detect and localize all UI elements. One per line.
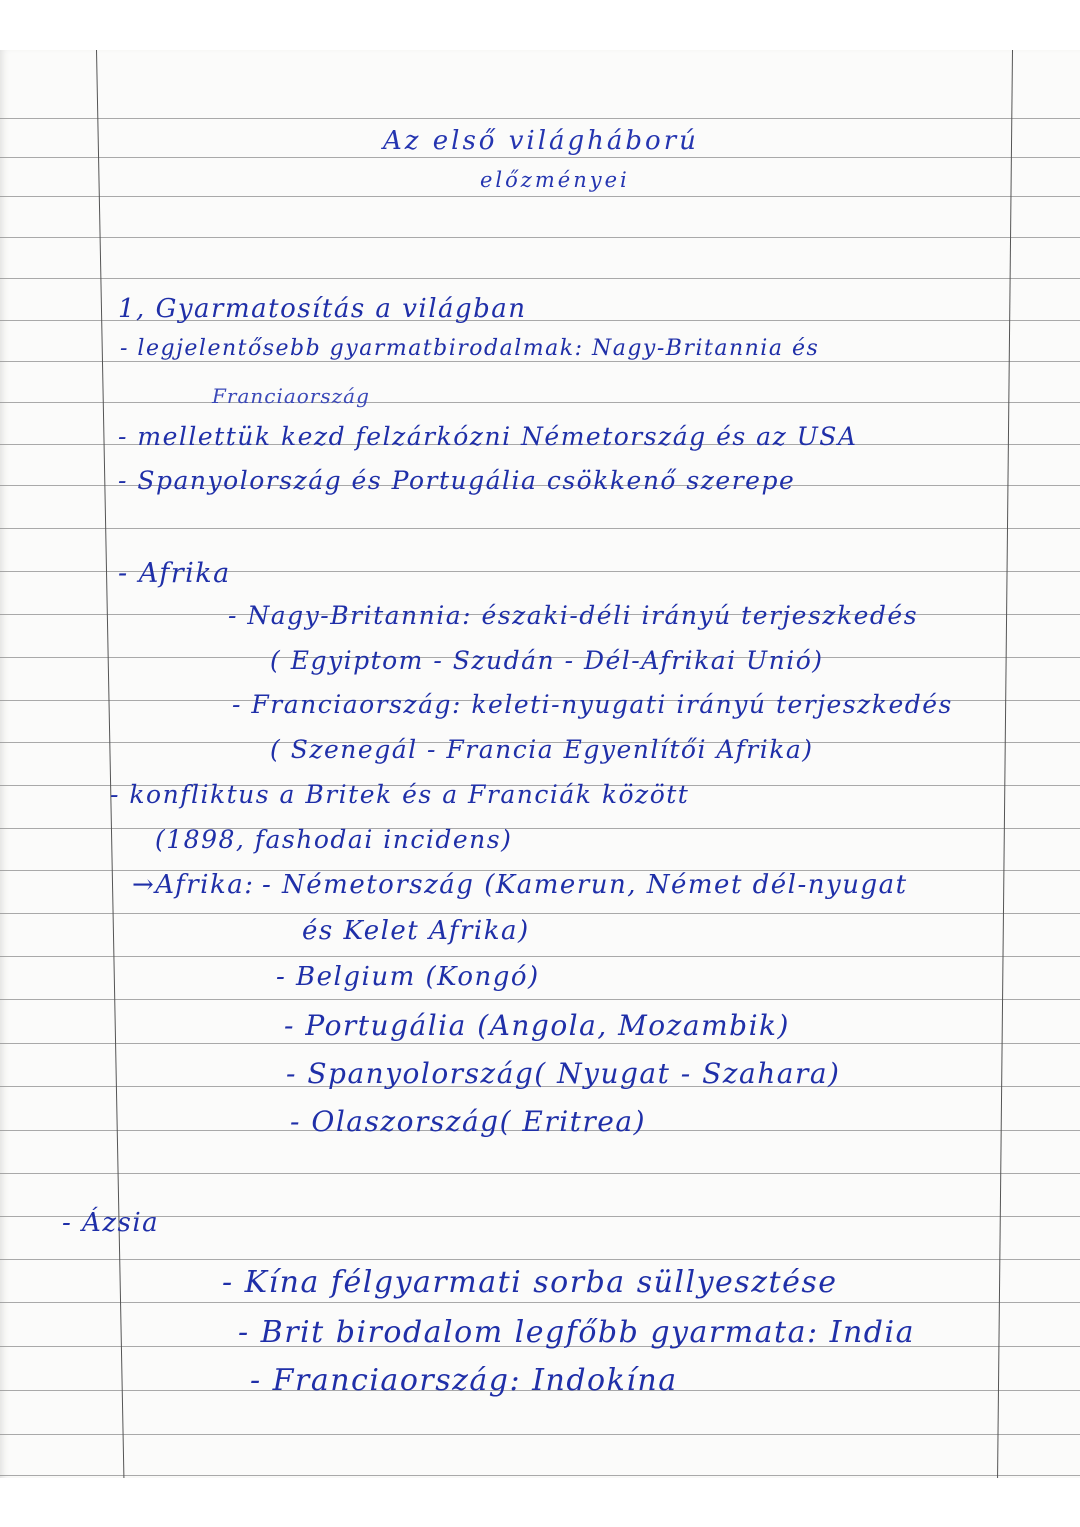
colony-item: és Kelet Afrika) bbox=[302, 916, 530, 946]
africa-others-label: →Afrika: bbox=[132, 870, 255, 900]
bullet-item: - mellettük kezd felzárkózni Németország és az USA bbox=[118, 422, 858, 451]
asia-item: - Franciaország: Indokína bbox=[250, 1363, 678, 1398]
africa-heading: - Afrika bbox=[118, 558, 231, 589]
bullet-item: - legjelentősebb gyarmatbirodalmak: Nagy-Britannia és bbox=[120, 336, 820, 361]
conflict-item: (1898, fashodai incidens) bbox=[155, 825, 513, 854]
page-title: Az első világháború bbox=[383, 126, 699, 156]
africa-item: - Nagy-Britannia: északi-déli irányú terjeszkedés bbox=[228, 601, 919, 630]
asia-item: - Kína félgyarmati sorba süllyesztése bbox=[222, 1265, 838, 1300]
africa-item: - Franciaország: keleti-nyugati irányú terjeszkedés bbox=[232, 690, 953, 719]
bullet-continuation: Franciaország bbox=[212, 384, 370, 408]
asia-item: - Brit birodalom legfőbb gyarmata: India bbox=[238, 1315, 915, 1350]
notebook-page bbox=[0, 50, 1080, 1478]
section-heading: 1, Gyarmatosítás a világban bbox=[118, 294, 527, 324]
africa-item: ( Egyiptom - Szudán - Dél-Afrikai Unió) bbox=[270, 646, 824, 675]
asia-heading: - Ázsia bbox=[62, 1208, 160, 1238]
colony-item: - Belgium (Kongó) bbox=[276, 962, 540, 992]
conflict-item: - konfliktus a Britek és a Franciák között bbox=[110, 780, 690, 809]
africa-item: ( Szenegál - Francia Egyenlítői Afrika) bbox=[270, 735, 814, 764]
colony-item: - Portugália (Angola, Mozambik) bbox=[284, 1009, 790, 1042]
colony-item: - Németország (Kamerun, Német dél-nyugat bbox=[262, 870, 908, 900]
page-subtitle: előzményei bbox=[480, 168, 630, 192]
colony-item: - Olaszország( Eritrea) bbox=[290, 1105, 646, 1138]
bullet-item: - Spanyolország és Portugália csökkenő szerepe bbox=[118, 466, 796, 495]
colony-item: - Spanyolország( Nyugat - Szahara) bbox=[286, 1057, 841, 1090]
